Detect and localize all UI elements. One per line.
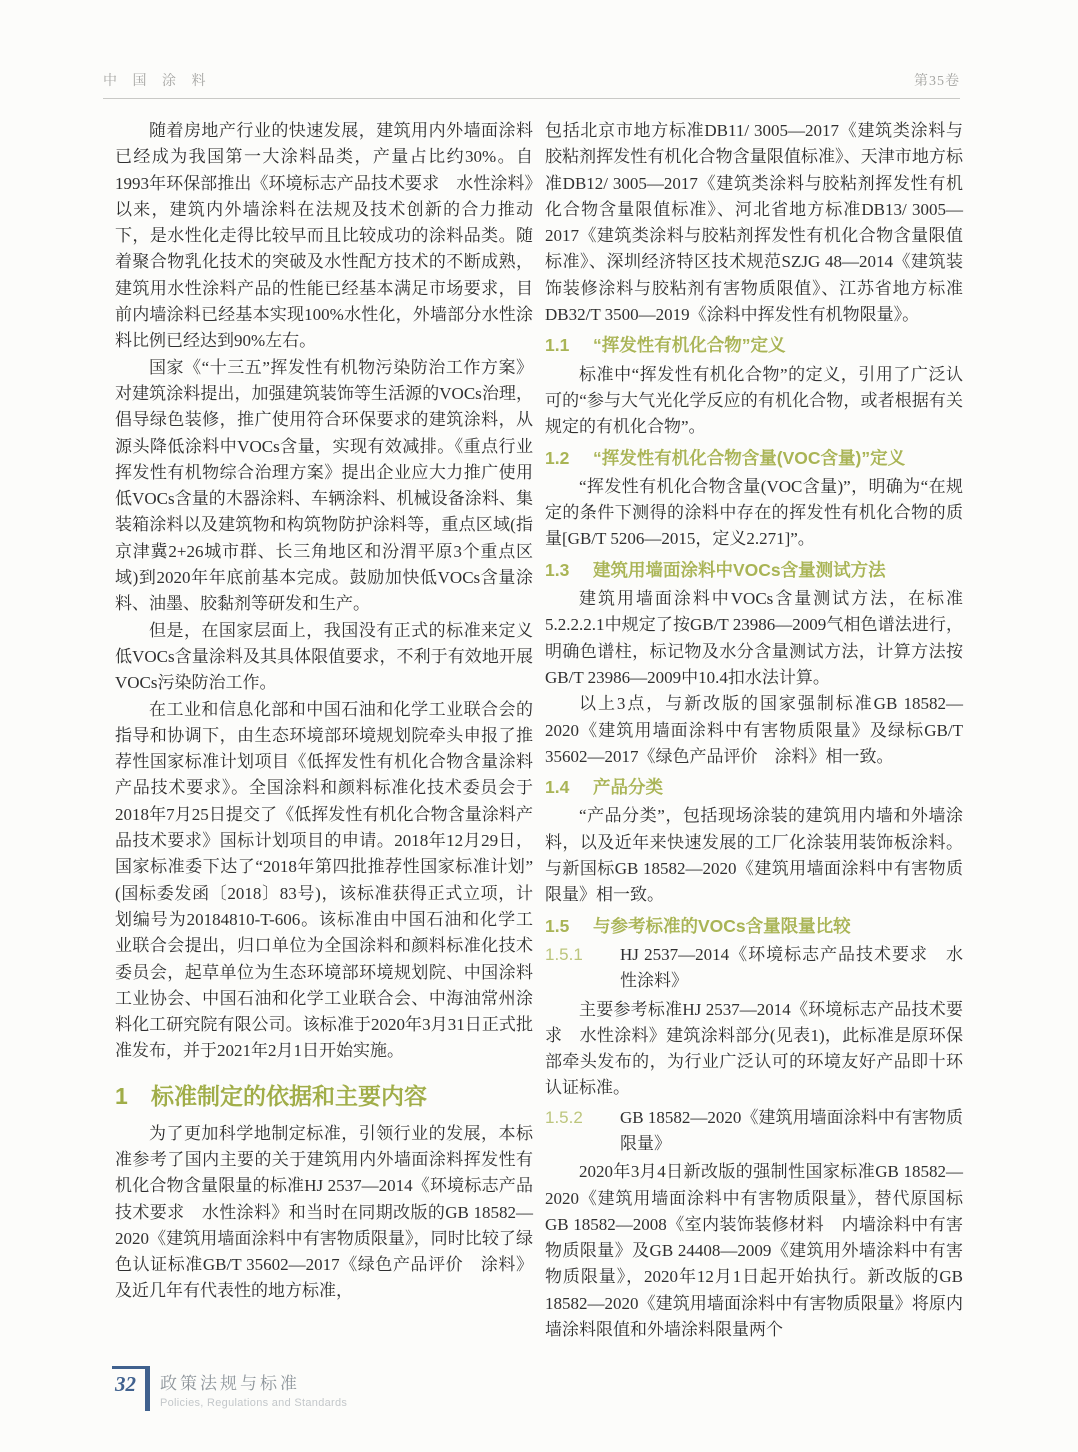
- subsection-number: 1.5.1: [545, 944, 583, 964]
- subsection-title: “挥发性有机化合物含量(VOC含量)”定义: [593, 447, 906, 468]
- left-column: [115, 118, 533, 1343]
- paragraph: 标准中“挥发性有机化合物”的定义，引用了广泛认可的“参与大气光化学反应的有机化合物，或者根据有关规定的有机化合物”。: [545, 364, 963, 437]
- journal-name: 中 国 涂 料: [103, 74, 212, 89]
- paragraph: 随着房地产行业的快速发展，建筑用内外墙面涂料已经成为我国第一大涂料品类，产量占比约30%。自1993年环保部推出《环境标志产品技术要求 水性涂料》以来，建筑内外墙涂料在法规及技术创新的合力推动下，是水性化走得比较早而且比较成功的涂料品类。随着聚合物乳化技术的突破及水性配方技术的不断成熟，建筑用水性涂料产品的性能已经基本满足市场要求，目前内墙涂料已经基本实现100%水性化，外墙部分水性涂料比例已经达到90%左右。: [115, 121, 533, 351]
- subsection-title: HJ 2537—2014《环境标志产品技术要求 水性涂料》: [620, 944, 963, 991]
- section-title: 标准制定的依据和主要内容: [151, 1082, 427, 1109]
- subsection-heading-1-2: [545, 445, 963, 471]
- subsection-number: 1.3: [545, 559, 570, 580]
- paragraph: “产品分类”，包括现场涂装的建筑用内墙和外墙涂料，以及近年来快速发展的工厂化涂装用装饰板涂料。与新国标GB 18582—2020《建筑用墙面涂料中有害物质限量》相一致。: [545, 806, 963, 905]
- subsection-title: “挥发性有机化合物”定义: [593, 335, 786, 356]
- paragraph: 以上3点，与新改版的国家强制标准GB 18582—2020《建筑用墙面涂料中有害物质限量》及绿标GB/T 35602—2017《绿色产品评价 涂料》相一致。: [545, 694, 963, 766]
- page-footer: [112, 1366, 347, 1411]
- page-number: 32: [115, 1372, 136, 1396]
- subsection-heading-1-5: [545, 913, 963, 939]
- paragraph: 2020年3月4日新改版的强制性国家标准GB 18582—2020《建筑用墙面涂料中有害物质限量》，替代原国标GB 18582—2008《室内装饰装修材料 内墙涂料中有害物质限量》及GB 24408—2009《建筑用外墙涂料中有害物质限量》，2020年12月1日起开始执行。新改版的GB 18582—2020《建筑用墙面涂料中有害物质限量》将原内墙涂料限值和外墙涂料限量两个: [545, 1162, 963, 1340]
- subsection-title: 建筑用墙面涂料中VOCs含量测试方法: [593, 559, 886, 580]
- subsection-heading-1-3: [545, 557, 963, 583]
- section-heading-1: [115, 1081, 533, 1111]
- paragraph: 建筑用墙面涂料中VOCs含量测试方法，在标准5.2.2.2.1中规定了按GB/T 23986—2009气相色谱法进行，明确色谱柱，标记物及水分含量测试方法，计算方法按GB/T 23986—2009中10.4扣水法计算。: [545, 589, 963, 687]
- page-number-badge: [112, 1366, 150, 1411]
- subsection-heading-1-5-2: [545, 1105, 963, 1158]
- subsection-heading-1-5-1: [545, 942, 963, 995]
- section-number: 1: [115, 1082, 128, 1109]
- subsection-title: 产品分类: [593, 777, 663, 798]
- subsection-heading-1-1: [545, 332, 963, 358]
- paragraph: “挥发性有机化合物含量(VOC含量)”，明确为“在规定的条件下测得的涂料中存在的挥发性有机化合物的质量[GB/T 5206—2015，定义2.271]”。: [545, 476, 963, 549]
- subsection-title: 与参考标准的VOCs含量限量比较: [593, 915, 851, 936]
- right-column: [545, 118, 963, 1343]
- article-body: [115, 118, 963, 1343]
- footer-section-labels: [160, 1366, 347, 1409]
- subsection-number: 1.4: [545, 777, 570, 798]
- footer-section-name-cn: 政策法规与标准: [160, 1374, 300, 1393]
- subsection-heading-1-4: [545, 774, 963, 800]
- volume-label: 第35卷: [914, 74, 960, 89]
- paragraph: 包括北京市地方标准DB11/ 3005—2017《建筑类涂料与胶粘剂挥发性有机化合物含量限值标准》、天津市地方标准DB12/ 3005—2017《建筑类涂料与胶粘剂挥发性有机化合物含量限值标准》、河北省地方标准DB13/ 3005—2017《建筑类涂料与胶粘剂挥发性有机化合物含量限值标准》、深圳经济特区技术规范SZJG 48—2014《建筑装饰装修涂料与胶粘剂有害物质限值》、江苏省地方标准DB32/T 3500—2019《涂料中挥发性有机物限量》。: [545, 121, 963, 325]
- subsection-number: 1.5.2: [545, 1107, 583, 1127]
- paragraph: 但是，在国家层面上，我国没有正式的标准来定义低VOCs含量涂料及其具体限值要求，不利于有效地开展VOCs污染防治工作。: [115, 620, 533, 693]
- footer-accent-bar: [145, 1369, 150, 1411]
- footer-section-name-en: Policies, Regulations and Standards: [160, 1397, 348, 1409]
- subsection-title: GB 18582—2020《建筑用墙面涂料中有害物质限量》: [620, 1107, 963, 1153]
- page-header: [103, 70, 960, 99]
- paragraph: 在工业和信息化部和中国石油和化学工业联合会的指导和协调下，由生态环境部环境规划院牵头申报了推荐性国家标准计划项目《低挥发性有机化合物含量涂料产品技术要求》。全国涂料和颜料标准化技术委员会于2018年7月25日提交了《低挥发性有机化合物含量涂料产品技术要求》国标计划项目的申请。2018年12月29日，国家标准委下达了“2018年第四批推荐性国家标准计划”(国标委发函〔2018〕83号)，该标准获得正式立项，计划编号为20184810-T-606。该标准由中国石油和化学工业联合会提出，归口单位为全国涂料和颜料标准化技术委员会，起草单位为生态环境部环境规划院、中国涂料工业协会、中国石油和化学工业联合会、中海油常州涂料化工研究院有限公司。该标准于2020年3月31日正式批准发布，并于2021年2月1日开始实施。: [115, 699, 533, 1061]
- paragraph: 为了更加科学地制定标准，引领行业的发展，本标准参考了国内主要的关于建筑用内外墙面涂料挥发性有机化合物含量限量的标准HJ 2537—2014《环境标志产品技术要求 水性涂料》和当时在同期改版的GB 18582—2020《建筑用墙面涂料中有害物质限量》，同时比较了绿色认证标准GB/T 35602—2017《绿色产品评价 涂料》及近几年有代表性的地方标准，: [115, 1123, 533, 1301]
- subsection-number: 1.5: [545, 915, 570, 936]
- paragraph: 主要参考标准HJ 2537—2014《环境标志产品技术要求 水性涂料》建筑涂料部分(见表1)，此标准是原环保部牵头发布的，为行业广泛认可的环境友好产品即十环认证标准。: [545, 999, 963, 1098]
- paragraph: 国家《“十三五”挥发性有机物污染防治工作方案》对建筑涂料提出，加强建筑装饰等生活源的VOCs治理，倡导绿色装修，推广使用符合环保要求的建筑涂料，从源头降低涂料中VOCs含量，实现有效减排。《重点行业挥发性有机物综合治理方案》提出企业应大力推广使用低VOCs含量的木器涂料、车辆涂料、机械设备涂料、集装箱涂料以及建筑物和构筑物防护涂料等，重点区域(指京津冀2+26城市群、长三角地区和汾渭平原3个重点区域)到2020年年底前基本完成。鼓励加快低VOCs含量涂料、油墨、胶黏剂等研发和生产。: [115, 357, 533, 614]
- subsection-number: 1.1: [545, 335, 570, 356]
- subsection-number: 1.2: [545, 447, 570, 468]
